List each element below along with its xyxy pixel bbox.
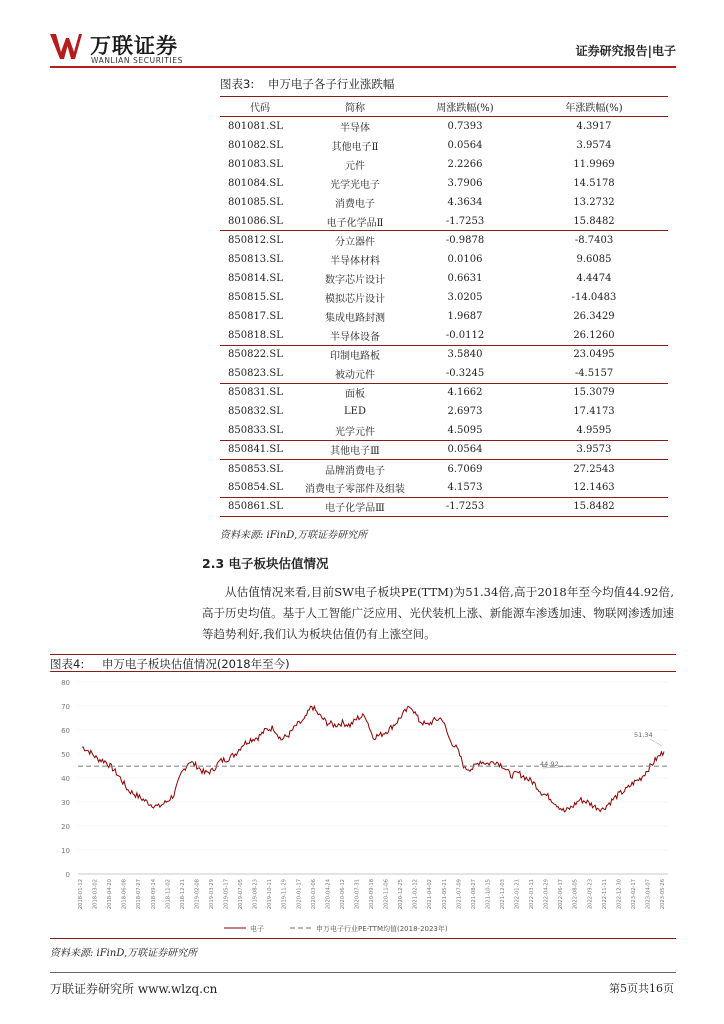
table-row (220, 497, 668, 516)
y-tick-label: 40 (61, 775, 70, 783)
pe-chart (50, 672, 676, 938)
x-tick-label: 2019-10-11 (267, 879, 274, 910)
cell-year: 9.6085 (576, 253, 612, 265)
x-tick-label: 2020-09-18 (369, 879, 375, 910)
chart-label: 图表4: (50, 657, 85, 671)
table-row (220, 345, 668, 364)
cell-year: 23.0495 (520, 345, 668, 364)
cell-name: 面板 (300, 383, 410, 402)
cell-year: 12.1463 (573, 482, 615, 494)
legend-label-mean: 申万电子行业PE-TTM均值(2018-2023年) (316, 925, 448, 933)
cell-name: 元件 (345, 160, 365, 172)
cell-name: 其他电子Ⅲ (300, 440, 410, 459)
x-tick-label: 2023-05-26 (660, 879, 666, 910)
cell-code: 850814.SL (228, 272, 283, 284)
cell-code: 850831.SL (220, 383, 300, 402)
logo-text-cn: 万联证券 (90, 34, 178, 58)
x-tick-label: 2020-01-17 (296, 879, 303, 910)
cell-name: 光学光电子 (330, 179, 380, 191)
annotation-leader-current (650, 739, 662, 746)
x-tick-label: 2022-01-21 (514, 879, 521, 910)
cell-year: 26.3429 (573, 310, 615, 322)
table-row (220, 136, 668, 155)
table-source: 资料来源: iFinD,万联证券研究所 (220, 530, 368, 541)
cell-week: 3.5840 (410, 345, 520, 364)
x-tick-label: 2022-08-05 (572, 879, 579, 910)
cell-name: 半导体材料 (330, 255, 380, 267)
x-tick-label: 2018-07-27 (136, 879, 143, 910)
x-tick-label: 2020-06-12 (339, 879, 346, 910)
cell-code: 801085.SL (228, 196, 283, 208)
annotation-current: 51.34 (634, 731, 653, 739)
y-tick-label: 30 (61, 799, 70, 807)
cell-code: 801082.SL (228, 139, 283, 151)
page-header (50, 28, 676, 68)
col-header-year: 年涨跌幅(%) (520, 97, 668, 117)
x-tick-label: 2022-04-29 (543, 879, 550, 910)
x-tick-label: 2021-07-09 (456, 879, 463, 910)
x-tick-label: 2019-07-05 (238, 879, 245, 910)
cell-week: 0.0564 (410, 440, 520, 459)
cell-week: 2.2266 (447, 158, 483, 170)
x-tick-label: 2019-02-08 (194, 879, 201, 910)
x-tick-label: 2021-04-02 (427, 879, 434, 910)
cell-year: 15.3079 (520, 383, 668, 402)
x-tick-label: 2022-11-11 (601, 879, 608, 910)
cell-code: 801081.SL (228, 120, 283, 132)
table-row (220, 212, 668, 231)
x-tick-label: 2018-09-14 (150, 879, 157, 910)
table-row (220, 174, 668, 193)
cell-code: 801086.SL (228, 215, 283, 227)
table-caption (220, 76, 668, 96)
footer-page-number: 第5页共16页 (609, 982, 674, 995)
table-row (220, 269, 668, 288)
footer-rule (50, 972, 676, 973)
cell-week: 1.9687 (447, 310, 483, 322)
x-tick-label: 2019-08-23 (252, 879, 259, 910)
cell-name: 电子化学品Ⅲ (300, 497, 410, 516)
cell-name: 集成电路封测 (325, 312, 385, 324)
section-paragraph: 从估值情况来看,目前SW电子板块PE(TTM)为51.34倍,高于2018年至今均值44.92倍,高于历史均值。基于人工智能广泛应用、光伏装机上涨、新能源车渗透加速、物联网渗透加速等趋势利好,我们认为板块估值仍有上涨空间。 (202, 585, 674, 641)
cell-name: 印制电路板 (300, 345, 410, 364)
cell-name: 消费电子零部件及组装 (305, 484, 405, 496)
cell-year: 3.9573 (520, 440, 668, 459)
series-line-pe (82, 706, 664, 812)
x-tick-label: 2018-12-21 (179, 879, 186, 910)
table-row (220, 421, 668, 440)
cell-code: 850818.SL (228, 329, 283, 341)
cell-week: 0.6631 (447, 272, 483, 284)
x-tick-label: 2019-11-29 (281, 879, 288, 910)
section-title: 电子板块估值情况 (228, 556, 329, 571)
col-header-code: 代码 (220, 97, 300, 117)
cell-code: 850833.SL (228, 425, 283, 437)
table-row (220, 440, 668, 459)
chart-title: 申万电子板块估值情况(2018年至今) (101, 657, 290, 671)
cell-week: 4.5095 (447, 425, 483, 437)
cell-year: -4.5157 (574, 367, 614, 379)
table-header-row (220, 97, 668, 117)
cell-week: 0.0564 (447, 139, 483, 151)
cell-week: -1.7253 (410, 497, 520, 516)
x-tick-label: 2018-11-02 (165, 879, 172, 910)
x-tick-label: 2021-10-15 (485, 879, 492, 910)
x-tick-label: 2018-06-08 (121, 879, 128, 910)
cell-code: 850853.SL (220, 459, 300, 478)
table-row (220, 250, 668, 269)
y-tick-label: 50 (61, 751, 70, 759)
table-row (220, 193, 668, 212)
x-tick-label: 2020-11-06 (383, 879, 390, 910)
cell-week: -0.3245 (445, 367, 485, 379)
x-tick-label: 2018-04-20 (107, 879, 114, 910)
cell-name: 电子化学品Ⅱ (326, 217, 384, 229)
cell-code: 850822.SL (220, 345, 300, 364)
cell-name: 分立器件 (300, 231, 410, 250)
table-row (220, 288, 668, 307)
section-number: 2.3 (202, 556, 225, 571)
cell-week: 0.7393 (447, 120, 483, 132)
x-tick-label: 2018-01-12 (78, 879, 84, 910)
cell-year: 15.8482 (573, 215, 615, 227)
cell-week: 3.7906 (447, 177, 483, 189)
x-tick-label: 2021-05-21 (441, 879, 448, 910)
y-tick-label: 10 (61, 847, 70, 855)
cell-year: 4.9595 (576, 425, 612, 437)
table-row (220, 117, 668, 136)
x-tick-label: 2018-03-02 (92, 879, 99, 910)
cell-week: -0.0112 (445, 329, 485, 341)
cell-week: -0.9878 (410, 231, 520, 250)
table-row (220, 364, 668, 383)
x-tick-label: 2021-08-27 (470, 879, 477, 910)
x-tick-label: 2022-03-11 (529, 879, 536, 910)
cell-name: LED (344, 406, 366, 418)
x-tick-label: 2020-07-31 (354, 879, 361, 910)
cell-name: 被动元件 (335, 369, 375, 381)
cell-code: 801084.SL (228, 177, 283, 189)
cell-year: -8.7403 (520, 231, 668, 250)
cell-week: 2.6973 (447, 406, 483, 418)
cell-week: -1.7253 (445, 215, 485, 227)
cell-week: 3.0205 (447, 291, 483, 303)
y-tick-label: 80 (61, 679, 70, 687)
cell-code: 850854.SL (228, 482, 283, 494)
cell-name: 其他电子Ⅱ (331, 141, 379, 153)
chart-caption (50, 654, 676, 672)
x-tick-label: 2019-03-29 (208, 879, 215, 910)
chart-source: 资料来源: iFinD,万联证券研究所 (50, 948, 198, 959)
x-tick-label: 2022-12-30 (616, 879, 623, 910)
cell-name: 半导体设备 (330, 331, 380, 343)
cell-name: 品牌消费电子 (300, 459, 410, 478)
x-tick-label: 2023-04-07 (645, 879, 652, 910)
cell-year: 13.2732 (573, 196, 615, 208)
cell-week: 4.1662 (410, 383, 520, 402)
cell-name: 数字芯片设计 (325, 274, 385, 286)
x-tick-label: 2020-12-25 (398, 879, 405, 910)
table-row (220, 383, 668, 402)
x-tick-label: 2020-03-06 (310, 879, 317, 910)
wanlian-logo-icon (50, 32, 82, 60)
section-heading (202, 554, 329, 572)
cell-code: 850815.SL (228, 291, 283, 303)
subindustry-table (220, 96, 668, 517)
cell-code: 850832.SL (228, 406, 283, 418)
cell-name: 消费电子 (335, 198, 375, 210)
cell-year: 17.4173 (573, 406, 615, 418)
cell-code: 850812.SL (220, 231, 300, 250)
y-tick-label: 0 (65, 871, 70, 879)
cell-year: 4.4474 (576, 272, 612, 284)
cell-week: 0.0106 (447, 253, 483, 265)
cell-year: 27.2543 (520, 459, 668, 478)
cell-week: 4.3634 (447, 196, 483, 208)
cell-code: 850813.SL (228, 253, 283, 265)
header-rule (50, 66, 676, 68)
cell-code: 850823.SL (228, 367, 283, 379)
table-title: 申万电子各子行业涨跌幅 (267, 77, 395, 91)
col-header-name: 简称 (300, 97, 410, 117)
y-tick-label: 60 (61, 727, 70, 735)
x-tick-label: 2022-09-23 (587, 879, 594, 910)
cell-code: 801083.SL (228, 158, 283, 170)
report-type: 证券研究报告|电子 (575, 44, 676, 58)
table-row (220, 155, 668, 174)
cell-year: 26.1260 (573, 329, 615, 341)
annotation-mean: 44.92 (540, 760, 559, 768)
cell-name: 半导体 (340, 122, 370, 134)
footer-left: 万联证券研究所 www.wlzq.cn (50, 982, 218, 996)
cell-year: 15.8482 (520, 497, 668, 516)
table-row (220, 231, 668, 250)
x-tick-label: 2022-06-17 (558, 879, 565, 910)
cell-name: 光学元件 (335, 427, 375, 439)
y-tick-label: 20 (61, 823, 70, 831)
cell-name: 模拟芯片设计 (325, 293, 385, 305)
cell-year: 4.3917 (576, 120, 612, 132)
x-tick-label: 2019-05-17 (223, 879, 230, 910)
table-row (220, 459, 668, 478)
cell-week: 4.1573 (447, 482, 483, 494)
cell-year: 14.5178 (573, 177, 615, 189)
table-row (220, 326, 668, 345)
x-tick-label: 2021-12-03 (499, 879, 506, 910)
y-tick-label: 70 (61, 703, 70, 711)
x-tick-label: 2021-02-12 (412, 879, 419, 910)
table-row (220, 307, 668, 326)
x-tick-label: 2023-02-17 (630, 879, 637, 910)
cell-year: 11.9969 (573, 158, 615, 170)
logo-text-en: WANLIAN SECURITIES (91, 56, 184, 65)
cell-code: 850841.SL (220, 440, 300, 459)
cell-year: 3.9574 (576, 139, 612, 151)
table-row (220, 478, 668, 497)
cell-code: 850861.SL (220, 497, 300, 516)
legend-label-pe: 电子 (250, 925, 264, 933)
cell-week: 6.7069 (410, 459, 520, 478)
cell-year: -14.0483 (571, 291, 617, 303)
chart-bottom-rule (50, 938, 676, 939)
col-header-week: 周涨跌幅(%) (410, 97, 520, 117)
table-label: 图表3: (220, 77, 255, 91)
cell-code: 850817.SL (228, 310, 283, 322)
table-row (220, 402, 668, 421)
x-tick-label: 2020-04-24 (325, 879, 332, 910)
